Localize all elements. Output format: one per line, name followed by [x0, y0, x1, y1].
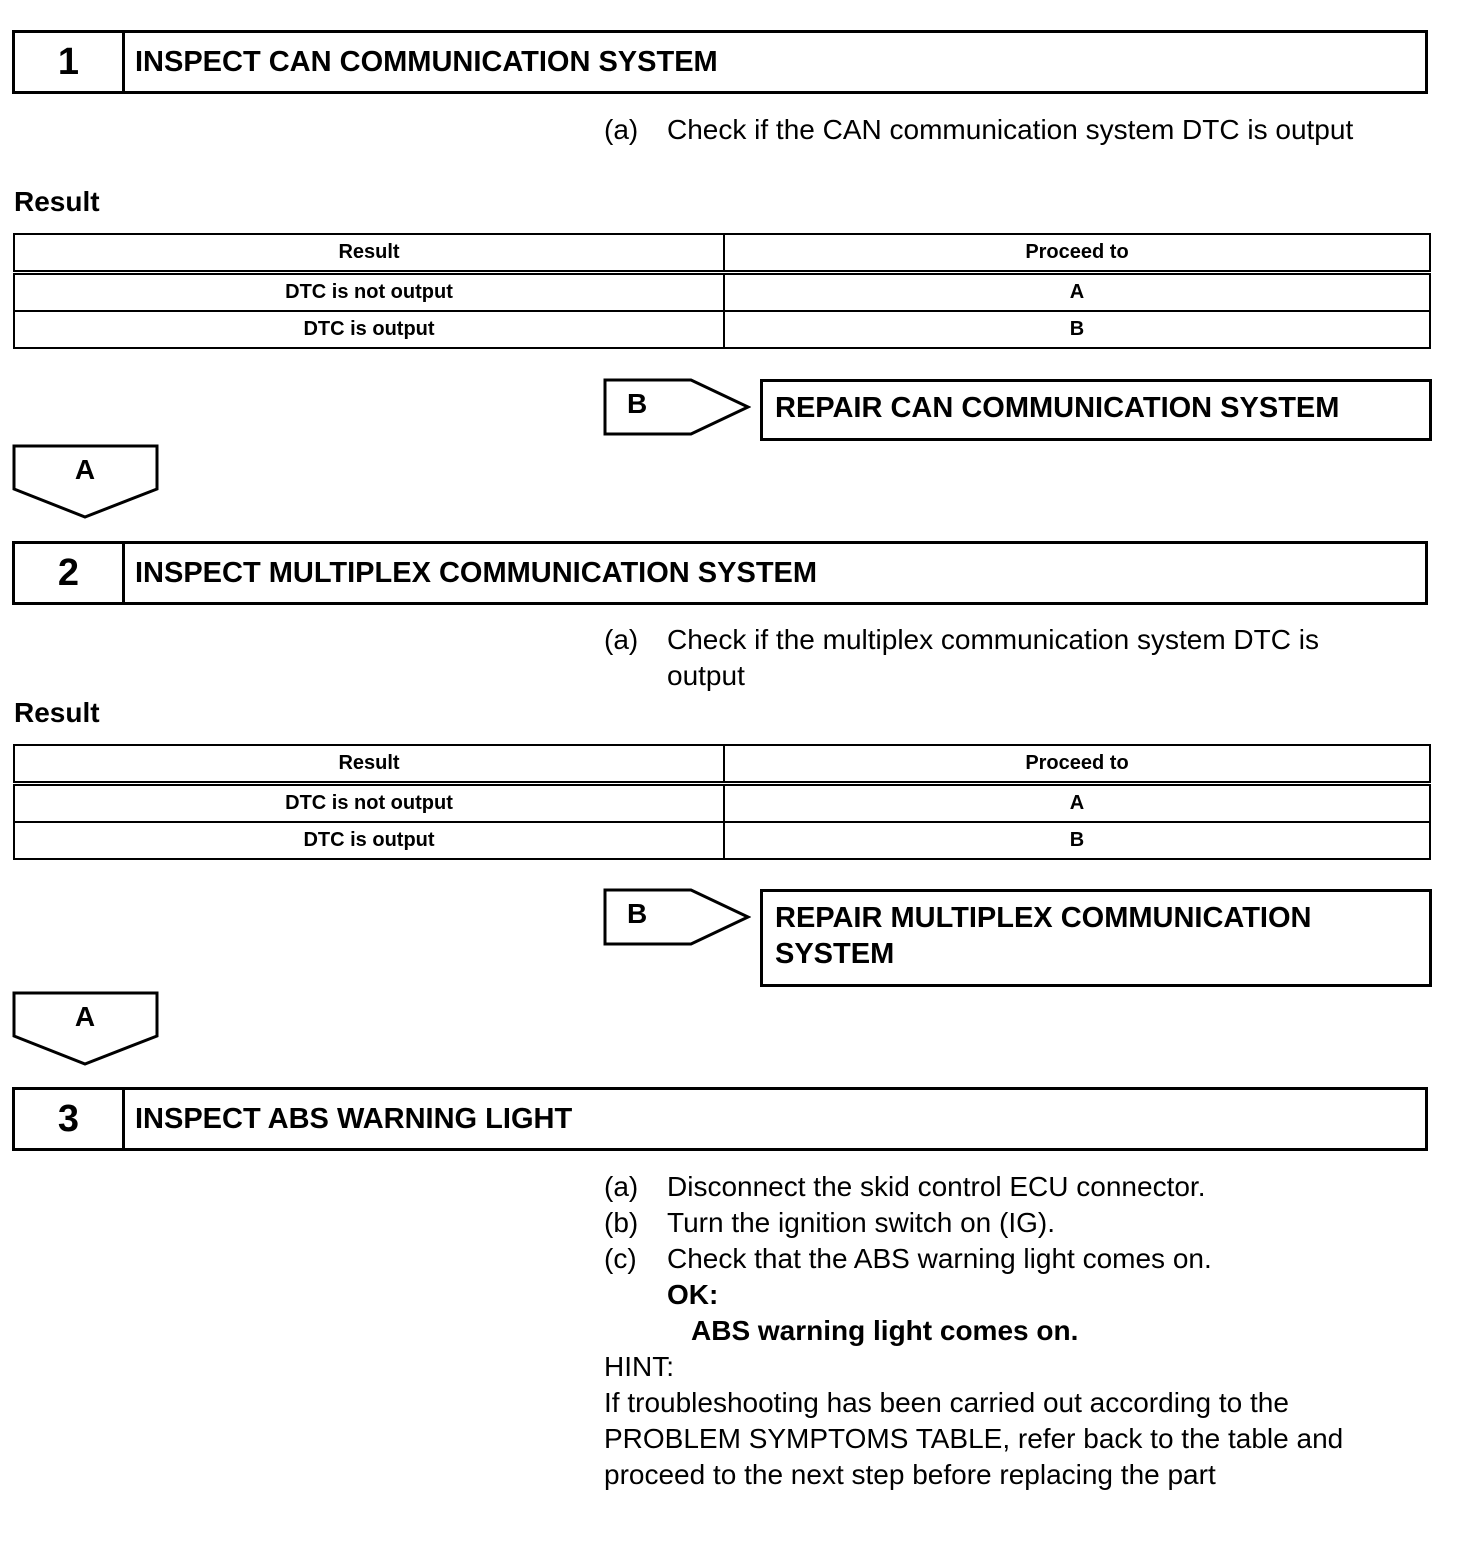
step-1-number: 1 — [15, 33, 125, 91]
branch-b-label: B — [627, 388, 648, 419]
right-arrow-shape — [603, 888, 751, 946]
step-2-branch-a-arrow — [12, 991, 160, 1067]
table-cell: DTC is output — [14, 311, 724, 348]
table-header-row — [14, 745, 1430, 784]
step-1-title: INSPECT CAN COMMUNICATION SYSTEM — [135, 45, 718, 78]
column-header-proceed: Proceed to — [724, 745, 1430, 784]
step-1-repair-box: REPAIR CAN COMMUNICATION SYSTEM — [760, 379, 1432, 441]
step-1-header — [12, 30, 1428, 94]
step-3-number: 3 — [15, 1090, 125, 1148]
step-2-number: 2 — [15, 544, 125, 602]
ok-text: ABS warning light comes on. — [691, 1315, 1079, 1346]
instruction-item — [604, 112, 1424, 148]
instruction-label: (c) — [604, 1243, 637, 1274]
table-cell: A — [724, 273, 1430, 312]
table-row — [14, 822, 1430, 859]
step-1-branch-a-arrow — [12, 444, 160, 520]
column-header-result: Result — [14, 234, 724, 273]
instruction-item — [604, 1205, 1444, 1241]
table-row — [14, 311, 1430, 348]
instruction-item — [604, 1169, 1444, 1205]
step-2-branch-b-arrow — [603, 888, 751, 946]
step-2-result-heading: Result — [14, 697, 100, 728]
table-cell: B — [724, 311, 1430, 348]
instruction-label: (a) — [604, 624, 639, 655]
step-2-instructions — [604, 622, 1394, 694]
step-2-title: INSPECT MULTIPLEX COMMUNICATION SYSTEM — [135, 556, 818, 589]
table-row — [14, 784, 1430, 823]
instruction-item — [604, 1241, 1444, 1277]
branch-b-label: B — [627, 898, 648, 929]
instruction-text: Check that the ABS warning light comes on. — [667, 1243, 1212, 1274]
step-1-result-table — [13, 233, 1431, 349]
table-cell: DTC is output — [14, 822, 724, 859]
table-cell: DTC is not output — [14, 784, 724, 823]
branch-a-label: A — [74, 1001, 96, 1032]
instruction-item — [604, 622, 1394, 694]
right-arrow-shape — [603, 378, 751, 436]
step-1-branch-b-arrow — [603, 378, 751, 436]
instruction-text: Disconnect the skid control ECU connector. — [667, 1171, 1206, 1202]
step-1-result-heading: Result — [14, 186, 100, 217]
hint-label: HINT: — [604, 1351, 674, 1382]
branch-a-label: A — [74, 454, 96, 485]
step-3-header — [12, 1087, 1428, 1151]
hint-text: If troubleshooting has been carried out according to the PROBLEM SYMPTOMS TABLE, refer back to the table and proceed to the next step before replacing the part — [604, 1387, 1344, 1490]
table-header-row — [14, 234, 1430, 273]
instruction-text: Turn the ignition switch on (IG). — [667, 1207, 1056, 1238]
step-2-repair-box: REPAIR MULTIPLEX COMMUNICATION SYSTEM — [760, 889, 1432, 987]
instruction-label: (a) — [604, 1171, 639, 1202]
column-header-proceed: Proceed to — [724, 234, 1430, 273]
column-header-result: Result — [14, 745, 724, 784]
step-2-header — [12, 541, 1428, 605]
step-1-instructions — [604, 112, 1424, 148]
ok-label: OK: — [667, 1279, 719, 1310]
table-cell: B — [724, 822, 1430, 859]
instruction-label: (a) — [604, 114, 639, 145]
table-cell: A — [724, 784, 1430, 823]
step-3-title: INSPECT ABS WARNING LIGHT — [135, 1102, 573, 1135]
instruction-text: Check if the CAN communication system DTC is output — [667, 114, 1354, 145]
instruction-label: (b) — [604, 1207, 639, 1238]
step-3-instructions — [604, 1169, 1444, 1493]
step-2-result-table — [13, 744, 1431, 860]
table-cell: DTC is not output — [14, 273, 724, 312]
instruction-text: Check if the multiplex communication system DTC is output — [667, 624, 1319, 691]
table-row — [14, 273, 1430, 312]
